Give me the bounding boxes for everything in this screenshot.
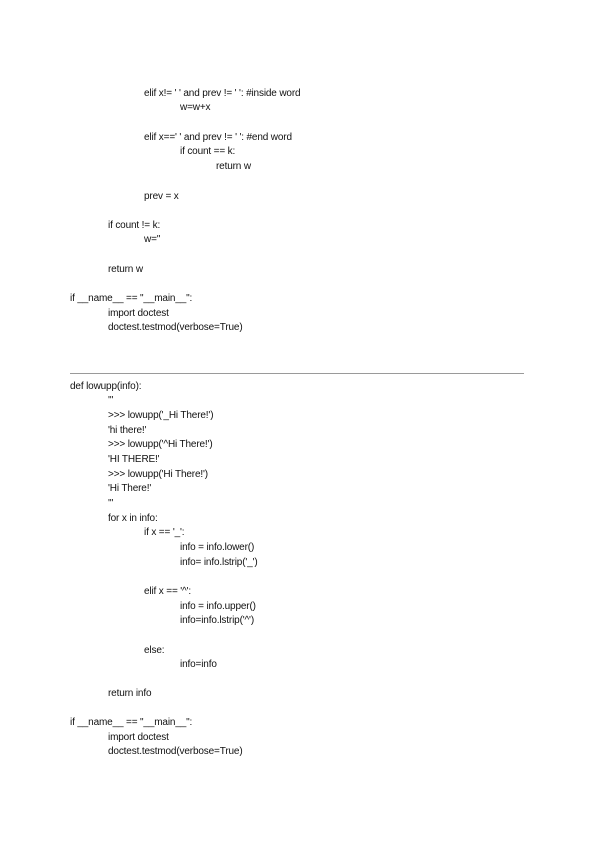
code-line: for x in info: — [108, 513, 158, 524]
code-line: w=w+x — [180, 102, 211, 113]
code-line: w='' — [144, 234, 161, 245]
code-line: 'Hi There!' — [108, 483, 152, 494]
code-line: info=info — [180, 659, 217, 670]
code-line: ''' — [108, 395, 114, 406]
code-line: ''' — [108, 498, 114, 509]
code-line: def lowupp(info): — [70, 381, 142, 392]
code-line: info=info.lstrip('^') — [180, 615, 254, 626]
code-line: import doctest — [108, 308, 169, 319]
code-line: import doctest — [108, 732, 169, 743]
code-line: elif x==' ' and prev != ' ': #end word — [144, 132, 292, 143]
code-line: >>> lowupp('Hi There!') — [108, 469, 208, 480]
code-line: else: — [144, 645, 165, 656]
section-divider — [70, 373, 524, 374]
code-line: if __name__ == "__main__": — [70, 293, 193, 304]
code-line: return w — [108, 264, 143, 275]
code-line: elif x == '^': — [144, 586, 191, 597]
code-line: >>> lowupp('_Hi There!') — [108, 410, 214, 421]
code-line: >>> lowupp('^Hi There!') — [108, 439, 213, 450]
code-line: return w — [216, 161, 251, 172]
code-line: 'HI THERE!' — [108, 454, 160, 465]
code-line: doctest.testmod(verbose=True) — [108, 746, 243, 757]
code-line: doctest.testmod(verbose=True) — [108, 322, 243, 333]
code-line: if __name__ == "__main__": — [70, 717, 193, 728]
code-line: info = info.upper() — [180, 601, 256, 612]
code-line: if count != k: — [108, 220, 161, 231]
code-line: if count == k: — [180, 146, 236, 157]
code-line: prev = x — [144, 191, 179, 202]
code-line: return info — [108, 688, 152, 699]
code-line: elif x!= ' ' and prev != ' ': #inside word — [144, 88, 301, 99]
code-line: if x == '_': — [144, 527, 185, 538]
code-line: 'hi there!' — [108, 425, 147, 436]
code-line: info = info.lower() — [180, 542, 255, 553]
code-line: info= info.lstrip('_') — [180, 557, 258, 568]
